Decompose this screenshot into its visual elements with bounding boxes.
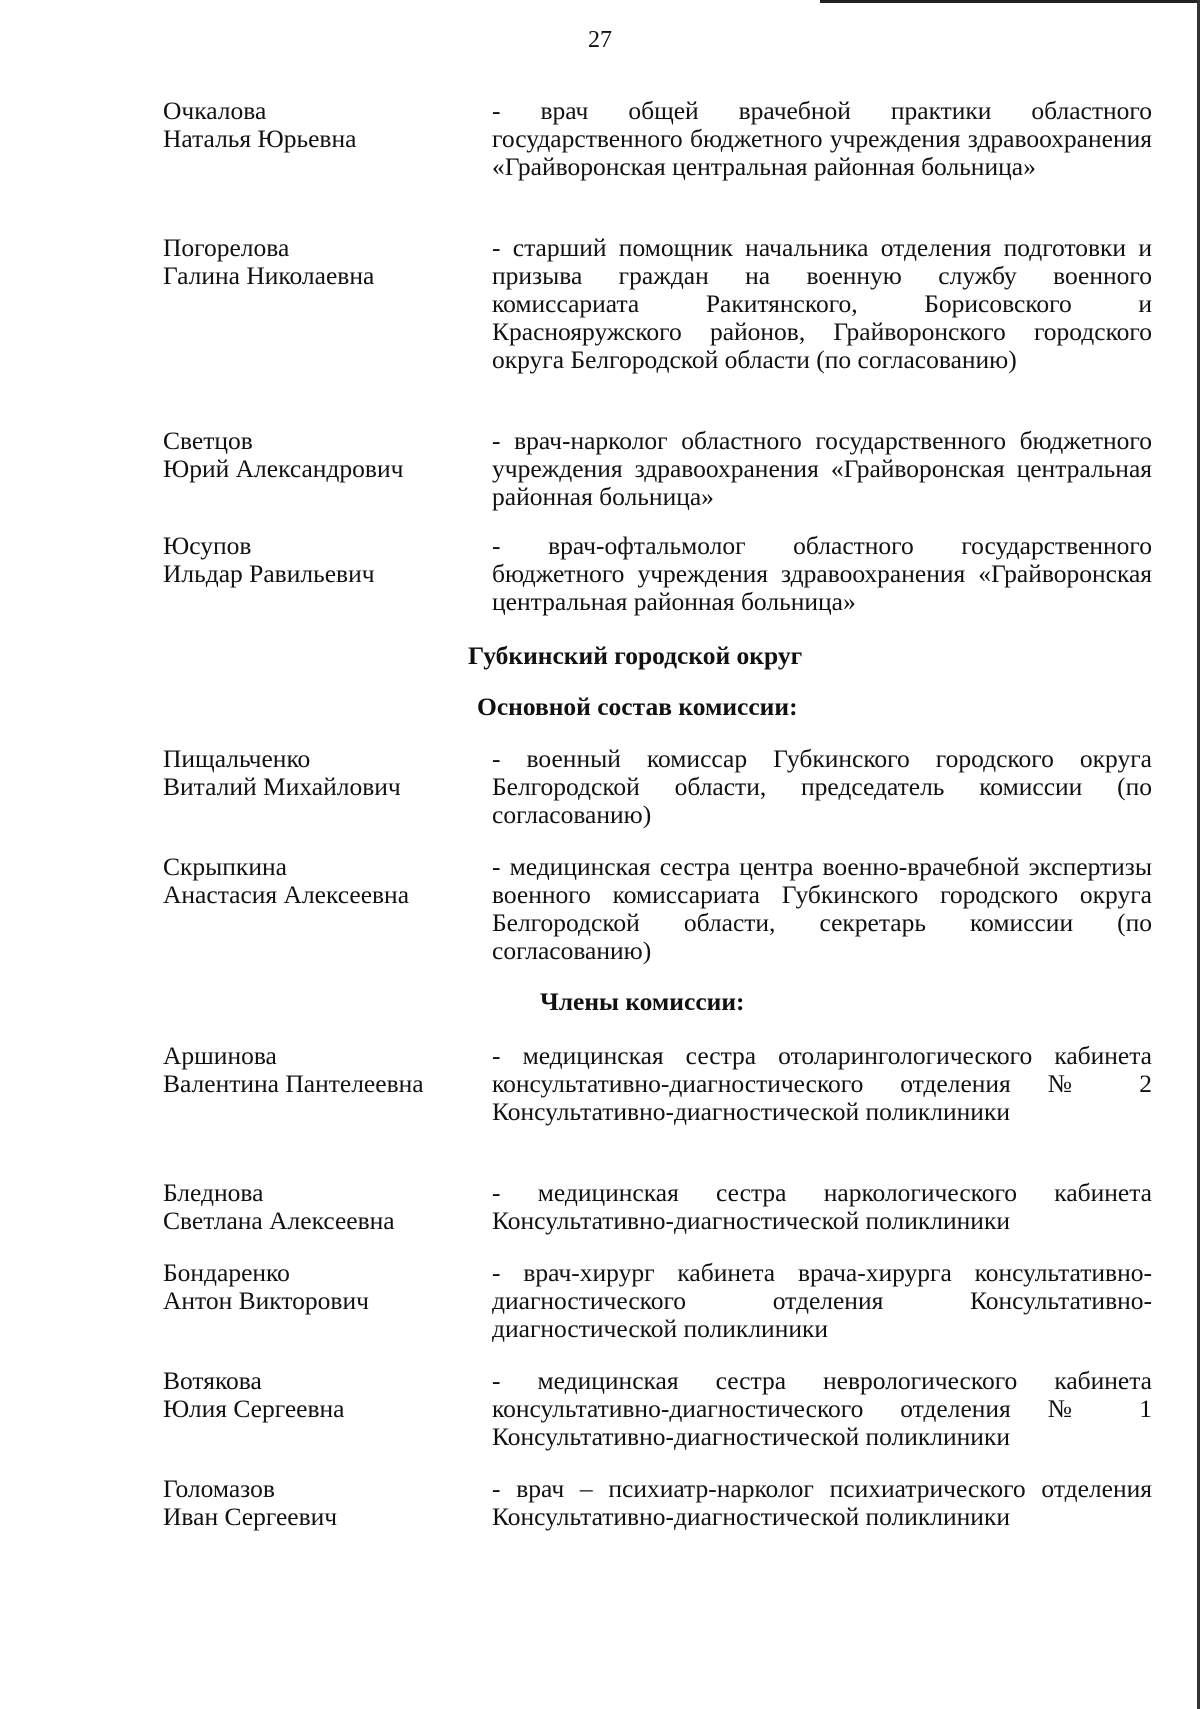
person-name <box>163 1042 483 1098</box>
person-surname: Очкалова <box>163 96 267 125</box>
person-role: - медицинская сестра центра военно-врачебной экспертизы военного комиссариата Губкинского городского округа Белгородской области, секретарь комиссии (по согласованию) <box>492 852 1152 965</box>
main-composition-heading: Основной состав комиссии: <box>477 692 798 721</box>
section-title: Губкинский городской округ <box>468 641 803 670</box>
person-name <box>163 1259 483 1315</box>
person-given-names: Валентина Пантелеевна <box>163 1069 424 1098</box>
person-role: - военный комиссар Губкинского городского округа Белгородской области, председатель комиссии (по согласованию) <box>492 744 1152 829</box>
person-name <box>163 427 483 483</box>
top-border-line <box>820 0 1200 3</box>
person-role: - врач-хирург кабинета врача-хирурга консультативно-диагностического отделения Консультативно-диагностической поликлиники <box>492 1258 1152 1343</box>
person-role: - врач – психиатр-нарколог психиатрического отделения Консультативно-диагностической поликлиники <box>492 1474 1152 1531</box>
person-name <box>163 234 483 290</box>
person-given-names: Виталий Михайлович <box>163 772 401 801</box>
person-role: - врач общей врачебной практики областного государственного бюджетного учреждения здравоохранения «Грайворонская центральная районная больница» <box>492 96 1152 181</box>
person-name <box>163 1367 483 1423</box>
person-surname: Бондаренко <box>163 1258 290 1287</box>
person-given-names: Галина Николаевна <box>163 261 375 290</box>
person-given-names: Юрий Александрович <box>163 454 404 483</box>
person-role: - старший помощник начальника отделения подготовки и призыва граждан на военную службу военного комиссариата Ракитянского, Борисовского и Краснояружского районов, Грайворонского городского округа Белгородской области (по согласованию) <box>492 233 1152 374</box>
person-given-names: Юлия Сергеевна <box>163 1394 345 1423</box>
person-name <box>163 1179 483 1235</box>
person-surname: Пищальченко <box>163 744 311 773</box>
person-given-names: Наталья Юрьевна <box>163 124 357 153</box>
person-name <box>163 745 483 801</box>
person-surname: Скрыпкина <box>163 852 287 881</box>
person-role: - медицинская сестра наркологического кабинета Консультативно-диагностической поликлиники <box>492 1178 1152 1235</box>
person-surname: Светцов <box>163 426 253 455</box>
person-surname: Погорелова <box>163 233 290 262</box>
person-surname: Голомазов <box>163 1474 275 1503</box>
page-number: 27 <box>588 27 612 53</box>
person-name <box>163 532 483 588</box>
person-given-names: Антон Викторович <box>163 1286 369 1315</box>
person-surname: Вотякова <box>163 1366 262 1395</box>
person-role: - врач-офтальмолог областного государственного бюджетного учреждения здравоохранения «Грайворонская центральная районная больница» <box>492 531 1152 616</box>
person-role: - врач-нарколог областного государственного бюджетного учреждения здравоохранения «Грайворонская центральная районная больница» <box>492 426 1152 511</box>
person-name <box>163 1475 483 1531</box>
person-surname: Юсупов <box>163 531 252 560</box>
person-given-names: Ильдар Равильевич <box>163 559 375 588</box>
person-role: - медицинская сестра отоларингологического кабинета консультативно-диагностического отделения № 2 Консультативно-диагностической поликлиники <box>492 1041 1152 1126</box>
person-surname: Бледнова <box>163 1178 264 1207</box>
person-given-names: Иван Сергеевич <box>163 1502 338 1531</box>
person-name <box>163 853 483 909</box>
members-heading: Члены комиссии: <box>540 987 745 1016</box>
person-given-names: Светлана Алексеевна <box>163 1206 395 1235</box>
person-name <box>163 97 483 153</box>
person-role: - медицинская сестра неврологического кабинета консультативно-диагностического отделения № 1 Консультативно-диагностической поликлиники <box>492 1366 1152 1451</box>
person-given-names: Анастасия Алексеевна <box>163 880 410 909</box>
person-surname: Аршинова <box>163 1041 277 1070</box>
